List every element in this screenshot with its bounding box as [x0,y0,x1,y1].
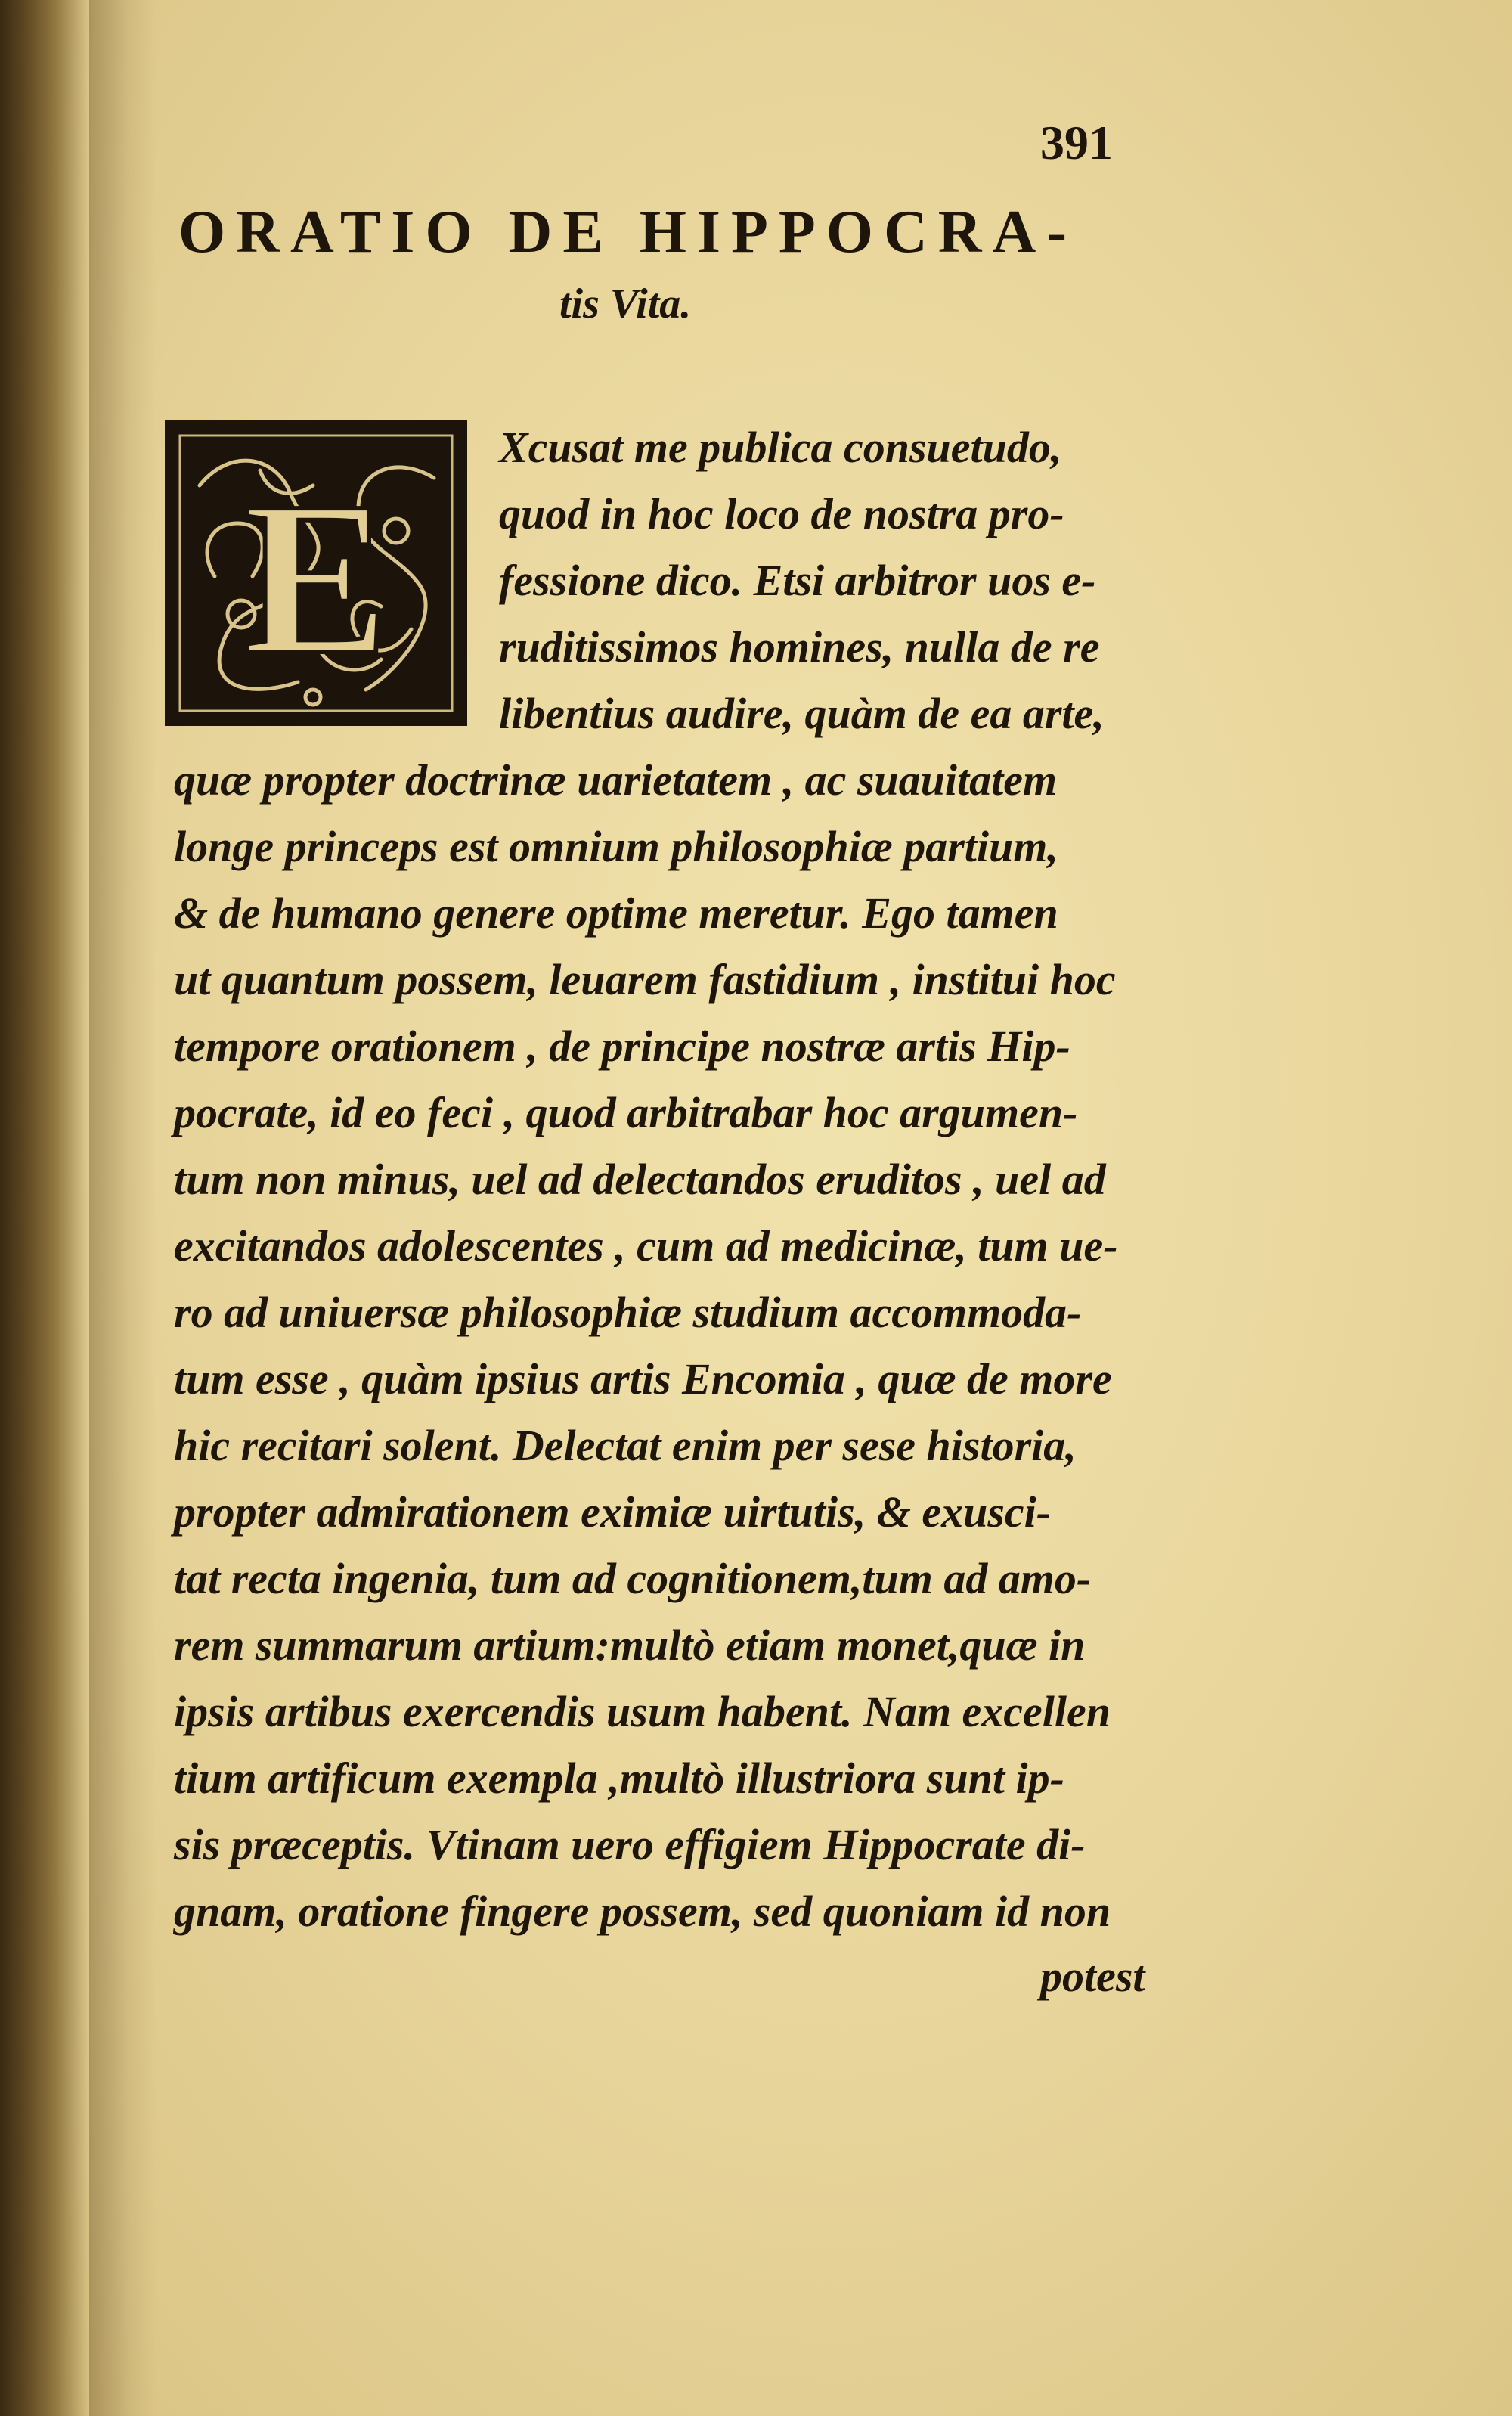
text-line: ruditissimos homines, nulla de re [499,622,1100,671]
text-line: pocrate, id eo feci , quod arbitrabar hoc argumen- [174,1088,1078,1137]
text-line: libentius audire, quàm de ea arte, [499,689,1105,738]
text-line: & de humano genere optime meretur. Ego tamen [174,889,1058,938]
binding-gutter [0,0,91,2416]
page-number: 391 [1040,116,1113,169]
text-line: tum esse , quàm ipsius artis Encomia , quæ de more [174,1354,1112,1403]
text-line: excitandos adolescentes , cum ad medicinæ, tum ue- [174,1221,1118,1270]
text-line: Xcusat me publica consuetudo, [499,423,1062,472]
text-line: gnam, oratione fingere possem, sed quoniam id non [174,1887,1111,1936]
text-line: tat recta ingenia, tum ad cognitionem,tum ad amo- [174,1554,1092,1603]
text-line: rem summarum artium:multò etiam monet,quæ in [174,1620,1086,1670]
floral-initial-ornament [169,425,463,721]
oration-subtitle: tis Vita. [559,281,692,327]
text-line: quod in hoc loco de nostra pro- [499,489,1064,538]
text-line: ut quantum possem, leuarem fastidium , institui hoc [174,955,1116,1004]
text-line: tum non minus, uel ad delectandos eruditos , uel ad [174,1155,1106,1204]
text-line: hic recitari solent. Delectat enim per sese historia, [174,1421,1077,1470]
text-line: fessione dico. Etsi arbitror uos e- [499,556,1096,605]
oration-title: ORATIO DE HIPPOCRA- [178,199,1077,265]
text-line: sis præceptis. Vtinam uero effigiem Hippocrate di- [174,1820,1086,1869]
text-line: tempore orationem , de principe nostræ artis Hip- [174,1022,1070,1071]
text-line: ro ad uniuersæ philosophiæ studium accommoda- [174,1288,1082,1337]
decorated-initial [165,420,467,726]
page-edge-shadow [89,0,157,2416]
catchword: potest [1040,1952,1145,2001]
text-line: longe princeps est omnium philosophiæ partium, [174,822,1058,871]
text-line: tium artificum exempla ,multò illustriora sunt ip- [174,1754,1064,1803]
initial-letter: E [243,457,389,699]
text-line: ipsis artibus exercendis usum habent. Nam excellen [174,1687,1111,1736]
text-line: quæ propter doctrinæ uarietatem , ac suauitatem [174,755,1058,805]
text-line: propter admirationem eximiæ uirtutis, & exusci- [174,1487,1052,1537]
